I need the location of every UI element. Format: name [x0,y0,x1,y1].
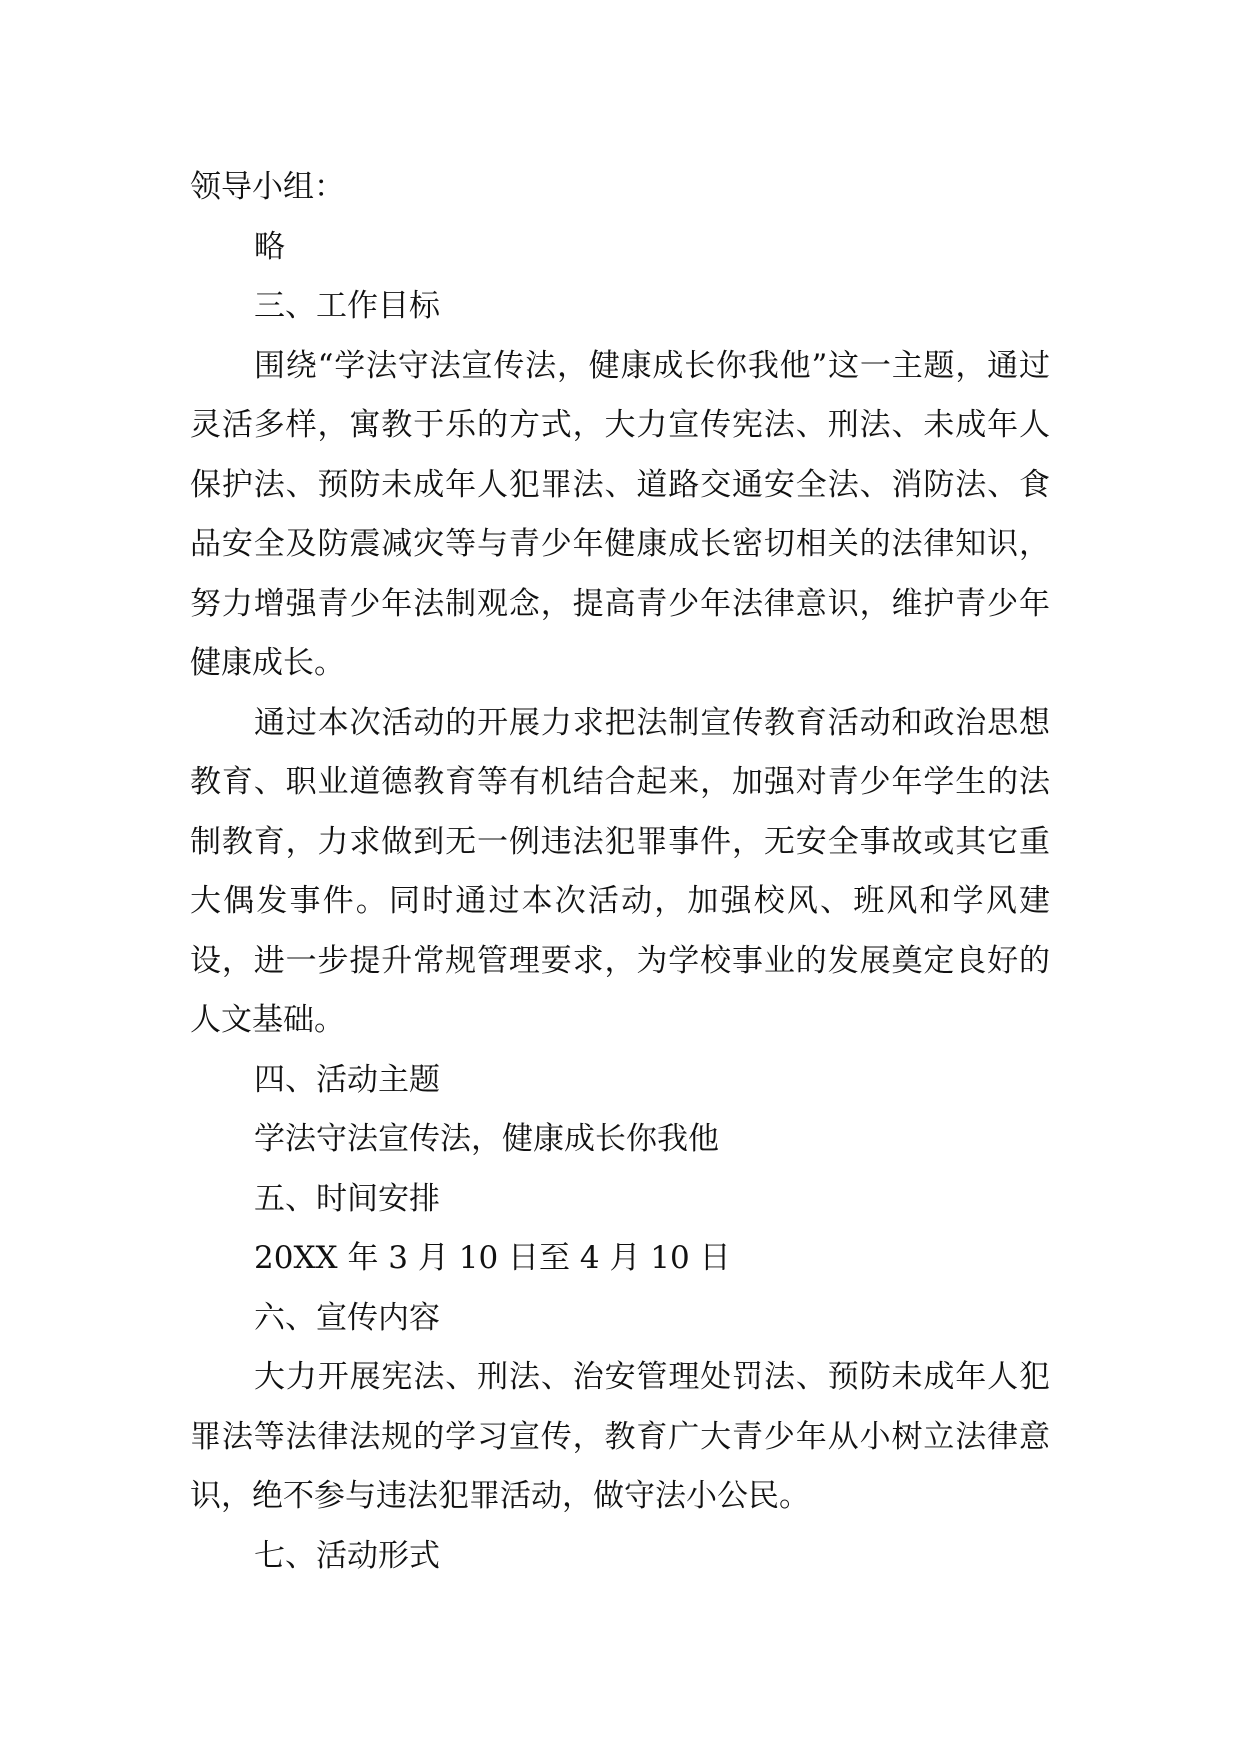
leadership-group-label: 领导小组： [190,169,345,205]
work-goals-paragraph-1: 围绕“学法守法宣传法，健康成长你我他”这一主题，通过灵活多样，寓教于乐的方式，大力宣传宪法、刑法、未成年人保护法、预防未成年人犯罪法、道路交通安全法、消防法、食品安全及防震减灾等与青少年健康成长密切相关的法律知识，努力增强青少年法制观念，提高青少年法律意识，维护青少年健康成长。 [190,347,1050,681]
work-goals-paragraph-2: 通过本次活动的开展力求把法制宣传教育活动和政治思想教育、职业道德教育等有机结合起来，加强对青少年学生的法制教育，力求做到无一例违法犯罪事件，无安全事故或其它重大偶发事件。同时通过本次活动，加强校风、班风和学风建设，进一步提升常规管理要求，为学校事业的发展奠定良好的人文基础。 [190,704,1050,1038]
publicity-content-paragraph: 大力开展宪法、刑法、治安管理处罚法、预防未成年人犯罪法等法律法规的学习宣传，教育广大青少年从小树立法律意识，绝不参与违法犯罪活动，做守法小公民。 [190,1359,1050,1514]
activity-theme-text: 学法守法宣传法，健康成长你我他 [254,1121,719,1157]
section-heading-activity-form: 七、活动形式 [254,1537,440,1574]
document-body [190,158,1050,1586]
section-heading-work-goals: 三、工作目标 [254,288,440,324]
section-heading-publicity-content: 六、宣传内容 [254,1299,440,1336]
schedule-dates: 20XX 年 3 月 10 日至 4 月 10 日 [254,1240,731,1276]
section-heading-activity-theme: 四、活动主题 [254,1061,440,1098]
section-heading-schedule: 五、时间安排 [254,1180,440,1217]
leadership-group-content: 略 [254,228,285,265]
